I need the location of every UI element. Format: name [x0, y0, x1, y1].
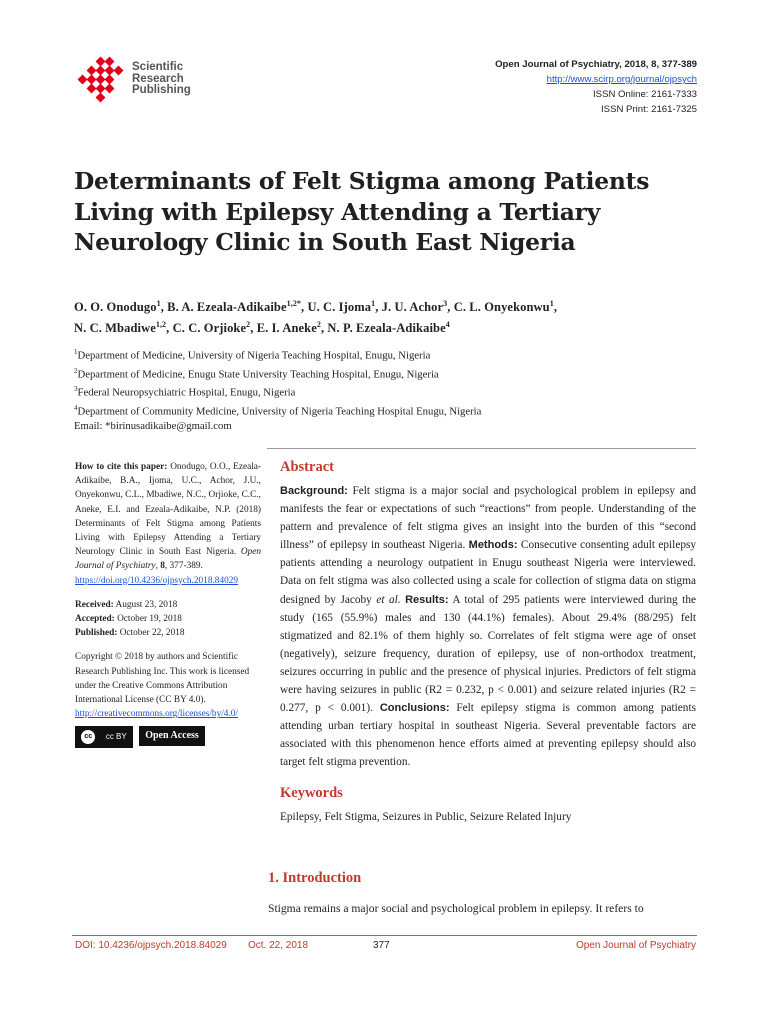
logo-line: Scientific — [132, 61, 184, 73]
footer-date: Oct. 22, 2018 — [248, 940, 309, 951]
paper-title: Determinants of Felt Stigma among Patients Living with Epilepsy Attending a Tertiary Neurology Clinic in South East Nigeria — [74, 167, 650, 256]
footer-journal: Open Journal of Psychiatry — [575, 940, 696, 951]
cite-pages: 377-389. — [169, 561, 203, 572]
keywords-heading: Keywords — [280, 785, 343, 801]
divider — [267, 448, 696, 449]
cite-text: Onodugo, O.O., Ezeala-Adikaibe, B.A., Ijoma, U.C., Achor, J.U., Onyekonwu, C.L., Mbadiwe, N.C., Orjioke, C.C., Aneke, E.I. and Ezeala-Adikaibe, N.P. (2018) Determinants of Felt Stigma among Patients Living with Epilepsy Attending a Tertiary Neurology Clinic in South East Nigeria. — [75, 462, 262, 558]
author-name: N. P. Ezeala-Adikaibe — [327, 321, 446, 336]
abstract-heading: Abstract — [280, 459, 334, 475]
logo-text — [132, 62, 191, 97]
license-text: Copyright © 2018 by authors and Scientific Research Publishing Inc. This work is licensed under the Creative Commons Attribution International License (CC BY 4.0). http://creativecommons.org/licenses/by/4.0/ — [75, 652, 250, 720]
journal-citation: Open Journal of Psychiatry, 2018, 8, 377-389 — [495, 59, 697, 70]
author-name: J. U. Achor — [381, 300, 444, 315]
doi-link[interactable]: https://doi.org/10.4236/ojpsych.2018.84029 — [75, 575, 239, 586]
author-sup: 1 — [549, 299, 554, 308]
author-name: C. L. Onyekonwu — [453, 300, 550, 315]
intro-heading: 1. Introduction — [268, 870, 362, 886]
publisher-logo — [75, 56, 205, 106]
issn-online: ISSN Online: 2161-7333 — [593, 89, 697, 100]
cite-label: How to cite this paper: — [75, 462, 168, 472]
author-name: N. C. Mbadiwe — [74, 321, 156, 336]
author-name: B. A. Ezeala-Adikaibe — [167, 300, 287, 315]
date-published: Published: October 22, 2018 — [75, 628, 185, 639]
author-sup: 4 — [445, 320, 450, 330]
logo-line: Publishing — [132, 84, 191, 96]
open-access-badge[interactable]: Open Access — [139, 726, 205, 746]
issn-print: ISSN Print: 2161-7325 — [601, 104, 697, 115]
keywords-section — [280, 785, 696, 826]
footer-rule — [72, 935, 697, 936]
keywords-text: Epilepsy, Felt Stigma, Seizures in Public, Seizure Related Injury — [280, 811, 572, 823]
author-name: E. I. Aneke — [256, 321, 317, 336]
author-list: O. O. Onodugo$^1$, B. A. Ezeala-Adikaibe$^{1,2*}$, U. C. Ijoma$^1$, J. U. Achor$^3$, C. L. Onyekonwu$^1$, N. C. Mbadiwe$^{1,2}$, C. C. Orjioke$^2$, E. I. Aneke$^2$, N. P. Ezeala-Adikaibe$^4$ — [74, 299, 558, 336]
author-name: O. O. Onodugo — [74, 300, 157, 315]
affiliation: $^4$Department of Community Medicine, University of Nigeria Teaching Hospital Enugu, Nigeria — [74, 403, 482, 418]
author-name: C. C. Orjioke — [172, 321, 247, 336]
journal-header — [495, 57, 697, 117]
affiliation: $^3$Federal Neuropsychiatric Hospital, Enugu, Nigeria — [74, 385, 296, 399]
article-info-sidebar — [75, 460, 261, 748]
cite-journal: Open Journal of Psychiatry — [75, 547, 262, 572]
author-sup: 1,2* — [286, 299, 302, 308]
cc-by-badge-icon[interactable]: cc cc BY — [75, 726, 133, 748]
page-number: 377 — [373, 940, 390, 951]
license-link[interactable]: http://creativecommons.org/licenses/by/4.0/ — [75, 709, 239, 720]
author-name: U. C. Ijoma — [307, 300, 372, 315]
abstract-body: Background: Felt stigma is a major social and psychological problem in epilepsy and manifests the fear or expectations of such “reactions” from people. Understanding of the pattern and prevalence of felt stigma gives an insight into the burden of this “second illness” of epilepsy in southeast Nigeria. Methods: Consecutive consenting adult epilepsy patients attending a neurology outpatient in Enugu southeast Nigeria were interviewed. Data on felt stigma was also collected using a scale for collection of stigma data on stigma designed by Jacoby et al. Results: A total of 295 patients were interviewed during the study (165 (55.9%) males and 130 (44.1%) females). About 29.4% (88/295) felt stigmatized and 82.1% of them highly so. Correlates of felt stigma were age of onset (negatively), seizure frequency, duration of epilepsy, use of non-orthodox treatment, seizures occurring in public and the presence of physical injuries. Predictors of felt stigma were having seizures in public (R2 = 0.232, p < 0.001) and seizure related injuries (R2 = 0.277, p < 0.001). Conclusions: Felt epilepsy stigma is common among patients attending urban tertiary hospital in southeast Nigeria. Several preventable factors are associated with this phenomenon hence efforts aimed at preventing epilepsy should also target felt stigma prevention. — [280, 485, 697, 769]
author-sup: 1 — [371, 299, 376, 308]
author-sup: 1,2 — [155, 320, 167, 330]
intro-text: Stigma remains a major social and psychological problem in epilepsy. It refers to — [268, 902, 644, 915]
how-to-cite: How to cite this paper: Onodugo, O.O., Ezeala-Adikaibe, B.A., Ijoma, U.C., Achor, J.U., Onyekonwu, C.L., Mbadiwe, N.C., Orjioke, C.C., Aneke, E.I. and Ezeala-Adikaibe, N.P. (2018) Determinants of Felt Stigma among Patients Living with Epilepsy Attending a Tertiary Neurology Clinic in South East Nigeria. Open Journal of Psychiatry, 8, 377-389. https://doi.org/10.4236/ojpsych.2018.84029 — [75, 462, 262, 586]
logo-line: Research — [132, 72, 184, 85]
journal-url-link[interactable]: http://www.scirp.org/journal/ojpsych — [546, 74, 697, 85]
affiliation: $^2$Department of Medicine, Enugu State University Teaching Hospital, Enugu, Nigeria — [74, 366, 439, 381]
author-sup: 2 — [246, 320, 251, 330]
date-received: Received: August 23, 2018 — [75, 599, 178, 610]
cite-volume: 8 — [160, 561, 165, 572]
logo-diamonds-icon — [75, 56, 131, 106]
author-sup: 3 — [443, 299, 448, 308]
abstract-section — [280, 459, 696, 772]
affiliation: $^1$Department of Medicine, University of Nigeria Teaching Hospital, Enugu, Nigeria — [74, 348, 431, 362]
author-sup: 1 — [156, 299, 161, 308]
affiliations — [74, 345, 694, 434]
author-sup: 2 — [316, 320, 321, 330]
date-accepted: Accepted: October 19, 2018 — [75, 614, 182, 625]
email: Email: *birinusadikaibe@gmail.com — [74, 420, 232, 433]
footer-doi: DOI: 10.4236/ojpsych.2018.84029 — [75, 940, 227, 951]
